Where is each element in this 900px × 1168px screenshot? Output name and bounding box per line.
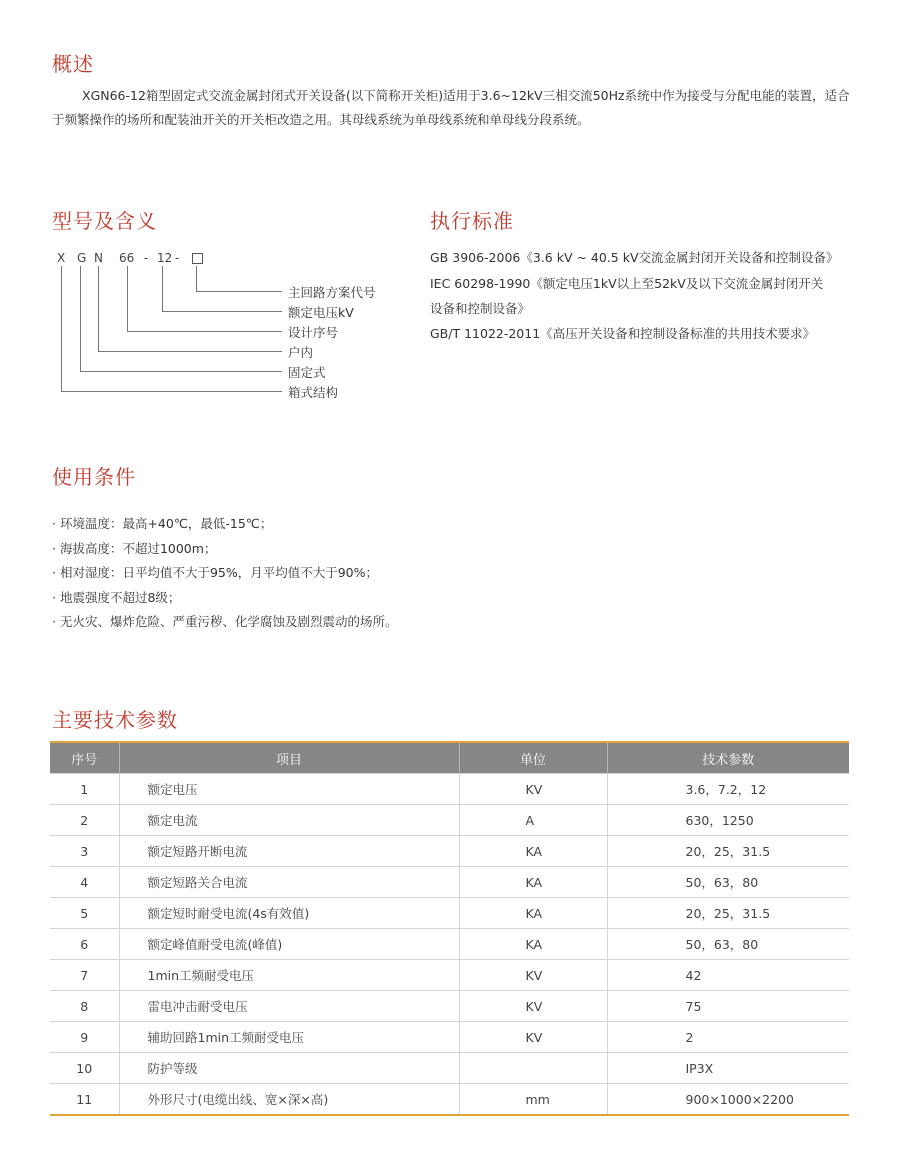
leader-vline-3 bbox=[127, 266, 128, 331]
table-row bbox=[50, 1053, 849, 1084]
code-letter-g: G bbox=[77, 251, 87, 265]
cell-value: 50，63，80 bbox=[607, 867, 849, 898]
table-row bbox=[50, 805, 849, 836]
cell-no: 2 bbox=[50, 805, 119, 836]
standards-title: 执行标准 bbox=[430, 209, 514, 233]
cell-value: 20，25，31.5 bbox=[607, 836, 849, 867]
model-label-box: 箱式结构 bbox=[288, 385, 339, 400]
model-label-indoor: 户内 bbox=[288, 345, 314, 360]
leader-hline-1 bbox=[196, 291, 282, 292]
cell-unit: KA bbox=[459, 929, 607, 960]
cell-value: IP3X bbox=[607, 1053, 849, 1084]
cell-unit: KA bbox=[459, 898, 607, 929]
cell-no: 6 bbox=[50, 929, 119, 960]
cell-unit: mm bbox=[459, 1084, 607, 1116]
table-row bbox=[50, 960, 849, 991]
leader-vline-2 bbox=[162, 266, 163, 311]
cell-item: 额定短时耐受电流(4s有效值) bbox=[119, 898, 459, 929]
cell-item: 额定电压 bbox=[119, 774, 459, 805]
cell-item: 额定电流 bbox=[119, 805, 459, 836]
table-row bbox=[50, 991, 849, 1022]
specs-table bbox=[50, 741, 849, 1116]
table-row bbox=[50, 898, 849, 929]
cell-unit: KA bbox=[459, 867, 607, 898]
table-row bbox=[50, 1084, 849, 1116]
cell-value: 2 bbox=[607, 1022, 849, 1053]
cell-item: 防护等级 bbox=[119, 1053, 459, 1084]
model-label-fixed: 固定式 bbox=[288, 365, 326, 380]
cell-item: 外形尺寸(电缆出线、宽×深×高) bbox=[119, 1084, 459, 1116]
condition-item: · 地震强度不超过8级； bbox=[52, 590, 181, 605]
cell-no: 3 bbox=[50, 836, 119, 867]
header-unit: 单位 bbox=[459, 742, 607, 774]
overview-paragraph: XGN66-12箱型固定式交流金属封闭式开关设备(以下简称开关柜)适用于3.6~12kV三相交流50Hz系统中作为接受与分配电能的装置，适合于频繁操作的场所和配装油开关的开关柜改造之用。其母线系统为单母线系统和单母线分段系统。 bbox=[52, 88, 850, 127]
model-label-scheme: 主回路方案代号 bbox=[288, 285, 376, 300]
cell-no: 11 bbox=[50, 1084, 119, 1116]
standard-line-2: IEC 60298-1990《额定电压1kV以上至52kV及以下交流金属封闭开关 bbox=[430, 276, 824, 291]
standard-line-1: GB 3906-2006《3.6 kV ~ 40.5 kV交流金属封闭开关设备和控制设备》 bbox=[430, 250, 839, 265]
leader-hline-3 bbox=[127, 331, 282, 332]
code-number-66: 66 bbox=[119, 251, 135, 265]
code-dash-2: - bbox=[175, 251, 180, 265]
cell-item: 辅助回路1min工频耐受电压 bbox=[119, 1022, 459, 1053]
cell-item: 额定短路开断电流 bbox=[119, 836, 459, 867]
table-row bbox=[50, 774, 849, 805]
standard-line-3: 设备和控制设备》 bbox=[430, 301, 531, 316]
leader-hline-2 bbox=[162, 311, 282, 312]
leader-vline-6 bbox=[61, 266, 62, 391]
cell-no: 4 bbox=[50, 867, 119, 898]
condition-item: · 海拔高度：不超过1000m； bbox=[52, 541, 217, 556]
cell-value: 50，63，80 bbox=[607, 929, 849, 960]
code-letter-n: N bbox=[94, 251, 103, 265]
table-row bbox=[50, 867, 849, 898]
cell-no: 9 bbox=[50, 1022, 119, 1053]
code-scheme-box bbox=[192, 253, 203, 264]
cell-no: 7 bbox=[50, 960, 119, 991]
leader-vline-1 bbox=[196, 266, 197, 291]
condition-item: · 相对湿度：日平均值不大于95%，月平均值不大于90%； bbox=[52, 565, 379, 580]
code-voltage-12: 12 bbox=[157, 251, 173, 265]
code-letter-x: X bbox=[57, 251, 66, 265]
code-dash-1: - bbox=[144, 251, 149, 265]
leader-hline-4 bbox=[98, 351, 282, 352]
cell-no: 1 bbox=[50, 774, 119, 805]
cell-item: 额定短路关合电流 bbox=[119, 867, 459, 898]
cell-no: 5 bbox=[50, 898, 119, 929]
leader-hline-5 bbox=[80, 371, 282, 372]
cell-unit: KV bbox=[459, 1022, 607, 1053]
table-row bbox=[50, 1022, 849, 1053]
cell-value: 20，25，31.5 bbox=[607, 898, 849, 929]
specs-title: 主要技术参数 bbox=[52, 708, 178, 732]
cell-unit: KV bbox=[459, 960, 607, 991]
header-no: 序号 bbox=[50, 742, 119, 774]
cell-no: 10 bbox=[50, 1053, 119, 1084]
leader-vline-5 bbox=[80, 266, 81, 371]
cell-value: 630，1250 bbox=[607, 805, 849, 836]
cell-unit: KV bbox=[459, 774, 607, 805]
cell-item: 雷电冲击耐受电压 bbox=[119, 991, 459, 1022]
cell-unit: A bbox=[459, 805, 607, 836]
leader-vline-4 bbox=[98, 266, 99, 351]
standard-line-4: GB/T 11022-2011《高压开关设备和控制设备标准的共用技术要求》 bbox=[430, 326, 816, 341]
condition-item: · 环境温度：最高+40℃，最低-15℃； bbox=[52, 516, 273, 531]
cell-value: 900×1000×2200 bbox=[607, 1084, 849, 1116]
cell-value: 3.6，7.2，12 bbox=[607, 774, 849, 805]
leader-hline-6 bbox=[61, 391, 282, 392]
table-header-row bbox=[50, 742, 849, 774]
cell-unit: KA bbox=[459, 836, 607, 867]
cell-value: 75 bbox=[607, 991, 849, 1022]
cell-no: 8 bbox=[50, 991, 119, 1022]
model-title: 型号及含义 bbox=[52, 209, 157, 233]
overview-title: 概述 bbox=[52, 52, 94, 76]
header-item: 项目 bbox=[119, 742, 459, 774]
cell-value: 42 bbox=[607, 960, 849, 991]
cell-item: 1min工频耐受电压 bbox=[119, 960, 459, 991]
condition-item: · 无火灾、爆炸危险、严重污秽、化学腐蚀及剧烈震动的场所。 bbox=[52, 614, 398, 629]
conditions-title: 使用条件 bbox=[52, 465, 136, 489]
model-label-voltage: 额定电压kV bbox=[288, 305, 354, 320]
table-row bbox=[50, 836, 849, 867]
cell-unit: KV bbox=[459, 991, 607, 1022]
cell-unit bbox=[459, 1053, 607, 1084]
table-row bbox=[50, 929, 849, 960]
model-label-design: 设计序号 bbox=[288, 325, 339, 340]
header-value: 技术参数 bbox=[607, 742, 849, 774]
cell-item: 额定峰值耐受电流(峰值) bbox=[119, 929, 459, 960]
